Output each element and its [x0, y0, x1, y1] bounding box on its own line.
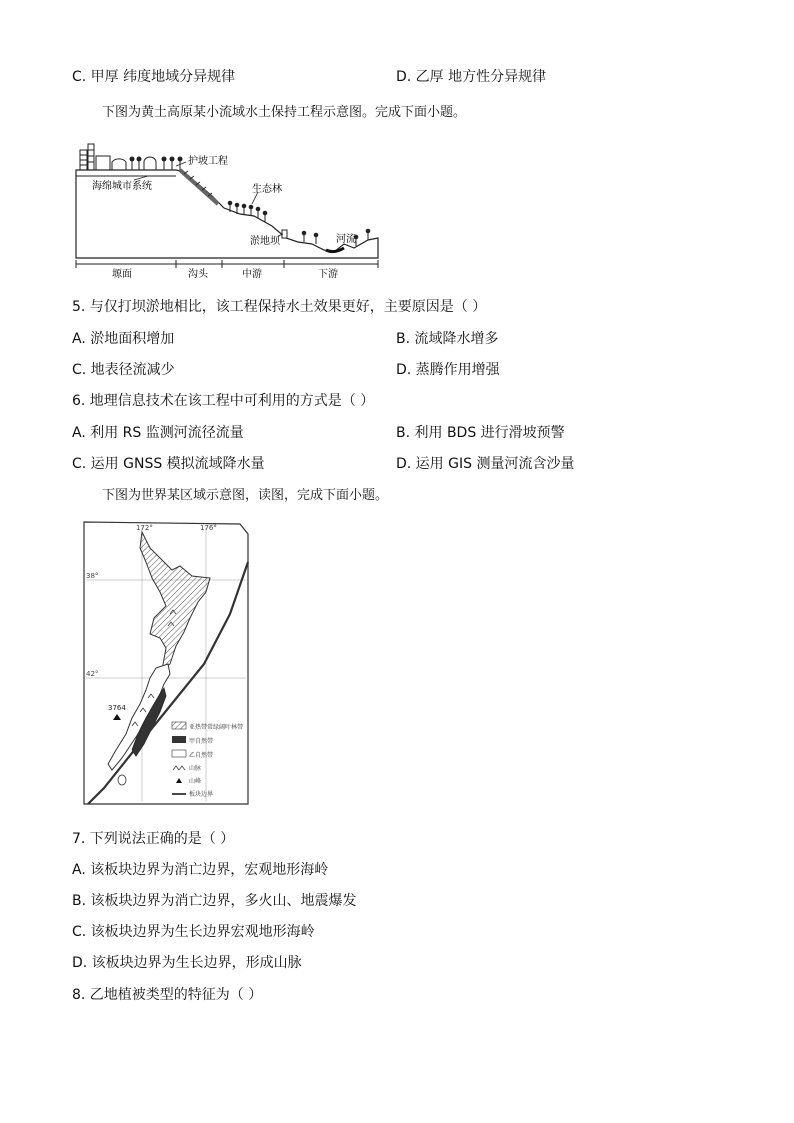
soil-conservation-diagram [72, 138, 402, 280]
peak-elevation: 3764 [108, 704, 126, 712]
label-eco-forest: 生态林 [252, 184, 282, 195]
q5-option-b: B. 流域降水增多 [396, 331, 499, 347]
intro-figure2: 下图为世界某区域示意图，读图，完成下面小题。 [102, 488, 389, 503]
q6-option-c: C. 运用 GNSS 模拟流域降水量 [72, 456, 265, 472]
legend-label-2: 乙自然带 [189, 752, 214, 759]
lon-label-0: 172° [136, 524, 153, 532]
q5-option-a: A. 淤地面积增加 [72, 331, 175, 347]
lon-label-1: 176° [200, 524, 217, 532]
q7-option-d: D. 该板块边界为生长边界，形成山脉 [72, 955, 302, 971]
river-water [326, 248, 344, 252]
section-scale-bar [76, 260, 378, 268]
label-check-dam: 淤地坝 [250, 236, 280, 247]
q6-option-b: B. 利用 BDS 进行滑坡预警 [396, 425, 565, 441]
q6-option-a: A. 利用 RS 监测河流径流量 [72, 425, 244, 441]
label-river: 河流 [336, 234, 356, 245]
legend-label-1: 甲自然带 [189, 738, 214, 745]
section-label-1: 沟头 [188, 269, 208, 280]
label-sponge-city: 海绵城市系统 [92, 181, 152, 192]
legend-label-0: 亚热带常绿阔叶林带 [189, 724, 244, 731]
q6-option-d: D. 运用 GIS 测量河流含沙量 [396, 456, 575, 472]
q7-option-c: C. 该板块边界为生长边界宏观地形海岭 [72, 924, 315, 940]
q7-stem: 7. 下列说法正确的是（ ） [72, 831, 235, 847]
q5-option-c: C. 地表径流减少 [72, 362, 175, 378]
q8-stem: 8. 乙地植被类型的特征为（ ） [72, 987, 263, 1003]
slope-protection-hatch [180, 170, 218, 204]
q6-stem: 6. 地理信息技术在该工程中可利用的方式是（ ） [72, 393, 375, 409]
legend-label-4: 山峰 [189, 778, 202, 785]
q7-option-b: B. 该板块边界为消亡边界，多火山、地震爆发 [72, 893, 357, 909]
buildings-icon [80, 144, 156, 170]
lat-label-1: 42° [86, 670, 99, 678]
q7-option-a: A. 该板块边界为消亡边界，宏观地形海岭 [72, 862, 329, 878]
q4-option-c: C. 甲厚 纬度地域分异规律 [72, 69, 236, 85]
q5-option-d: D. 蒸腾作用增强 [396, 362, 500, 378]
label-slope-project: 护坡工程 [188, 156, 228, 167]
lat-label-0: 38° [86, 572, 99, 580]
legend-label-5: 板块边界 [189, 791, 214, 798]
section-label-3: 下游 [318, 269, 338, 280]
section-label-0: 塬面 [112, 269, 132, 280]
intro-figure1: 下图为黄土高原某小流域水土保持工程示意图。完成下面小题。 [102, 105, 467, 120]
region-map [80, 518, 252, 808]
legend-label-3: 山脉 [189, 765, 202, 772]
section-label-2: 中游 [242, 269, 262, 280]
q4-option-d: D. 乙厚 地方性分异规律 [396, 69, 547, 85]
q5-stem: 5. 与仅打坝淤地相比，该工程保持水土效果更好，主要原因是（ ） [72, 299, 487, 315]
